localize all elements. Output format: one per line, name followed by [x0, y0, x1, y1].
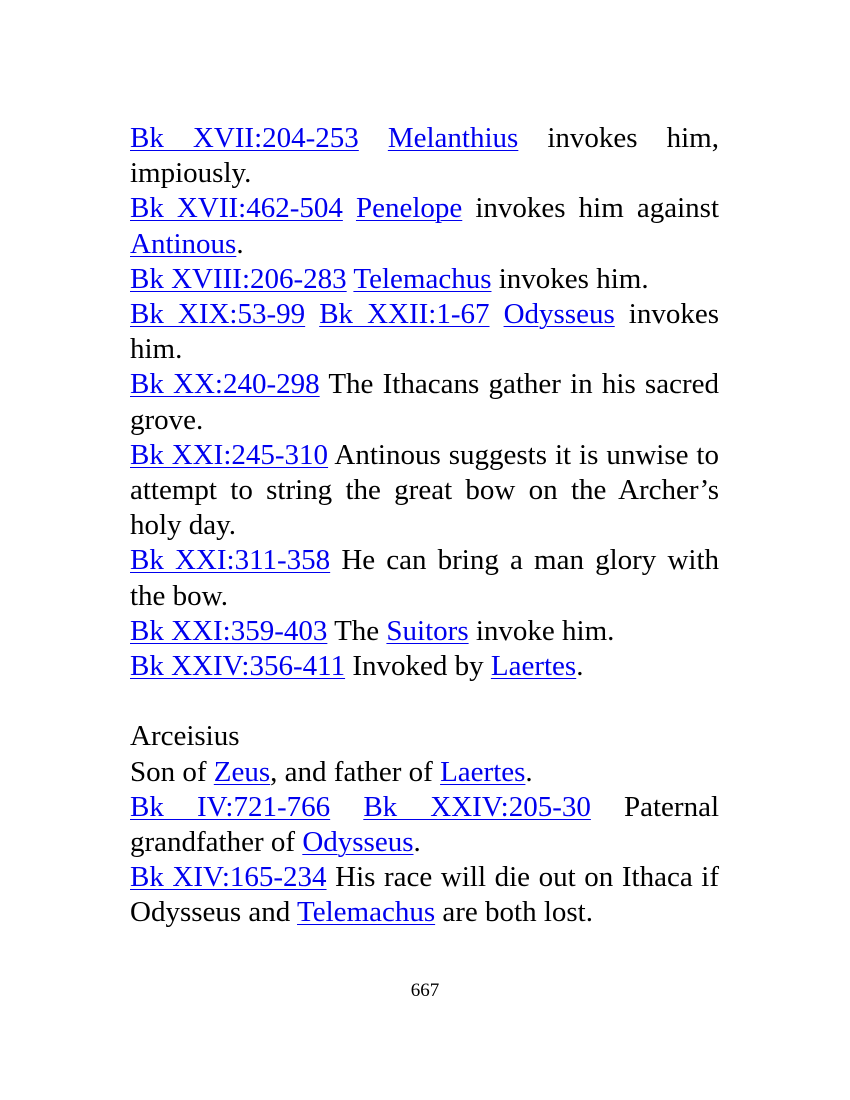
entry-text: invokes him, impiously. [130, 122, 719, 190]
entry-text: . [413, 826, 421, 859]
list-item [130, 262, 719, 297]
list-item [130, 191, 719, 261]
book-reference-link[interactable]: Bk XVIII:206-283 [130, 262, 347, 295]
book-reference-link[interactable]: Bk XX:240-298 [130, 368, 320, 401]
character-link[interactable]: Melanthius [387, 122, 519, 154]
book-reference-link[interactable]: Bk XVII:462-504 [130, 192, 343, 225]
book-reference-link[interactable]: Bk XXIV:356-411 [130, 650, 346, 683]
list-item [130, 297, 719, 367]
entry-text: Antinous suggests it is unwise to attempt to string the great bow on the Archer’s holy day. [130, 438, 719, 542]
entry-text: He can bring a man glory with the bow. [130, 544, 719, 612]
book-reference-link[interactable]: Bk XIV:165-234 [130, 861, 327, 894]
character-link[interactable]: Odysseus [302, 826, 414, 859]
entry-text: The [327, 614, 387, 647]
character-link[interactable]: Antinous [130, 227, 237, 260]
list-item [130, 860, 719, 930]
entry-text: invokes him. [491, 262, 649, 295]
book-reference-link[interactable]: Bk XXIV:205-30 [363, 790, 591, 823]
entry-text: The Ithacans gather in his sacred grove. [130, 368, 719, 436]
entry-text: , and father of [270, 755, 441, 788]
character-link[interactable]: Telemachus [297, 896, 436, 929]
list-item [130, 649, 719, 684]
entry-text: His race will die out on Ithaca if Odysseus and [130, 861, 719, 929]
entry-text: invokes him. [130, 298, 719, 366]
character-link[interactable]: Penelope [355, 192, 463, 225]
page-number: 667 [410, 980, 440, 1001]
entry-text: Paternal grandfather of [130, 790, 720, 859]
entry-text: are both lost. [435, 896, 593, 929]
list-item [130, 543, 719, 613]
entry-heading: Arceisius [130, 720, 240, 753]
book-reference-link[interactable]: Bk XXII:1-67 [319, 298, 490, 331]
character-link[interactable]: Laertes [490, 650, 577, 683]
entry-description [130, 755, 719, 790]
book-reference-link[interactable]: Bk XXI:311-358 [130, 544, 331, 577]
character-link[interactable]: Suitors [386, 614, 469, 647]
book-reference-link[interactable]: Bk IV:721-766 [130, 790, 331, 823]
list-item [130, 438, 719, 544]
section-gap [130, 684, 719, 719]
list-item [130, 790, 719, 860]
book-reference-link[interactable]: Bk XIX:53-99 [130, 298, 306, 331]
entry-text: . [576, 650, 584, 683]
list-item [130, 367, 719, 437]
book-reference-link[interactable]: Bk XVII:204-253 [130, 122, 359, 154]
character-link[interactable]: Laertes [440, 755, 526, 788]
entry-text: invoke him. [468, 614, 615, 647]
character-link[interactable]: Telemachus [353, 262, 492, 295]
entry-text: . [236, 227, 244, 260]
entry-text: Son of [130, 755, 214, 788]
book-reference-link[interactable]: Bk XXI:245-310 [130, 438, 329, 471]
entry-text: invokes him against [462, 192, 719, 225]
list-item [130, 121, 719, 191]
entry-text: Invoked by [345, 650, 491, 683]
list-item [130, 614, 719, 649]
page-content [130, 121, 719, 931]
entry-text: . [525, 755, 533, 788]
character-link[interactable]: Zeus [213, 755, 271, 788]
character-link[interactable]: Odysseus [503, 298, 615, 331]
book-reference-link[interactable]: Bk XXI:359-403 [130, 614, 328, 647]
